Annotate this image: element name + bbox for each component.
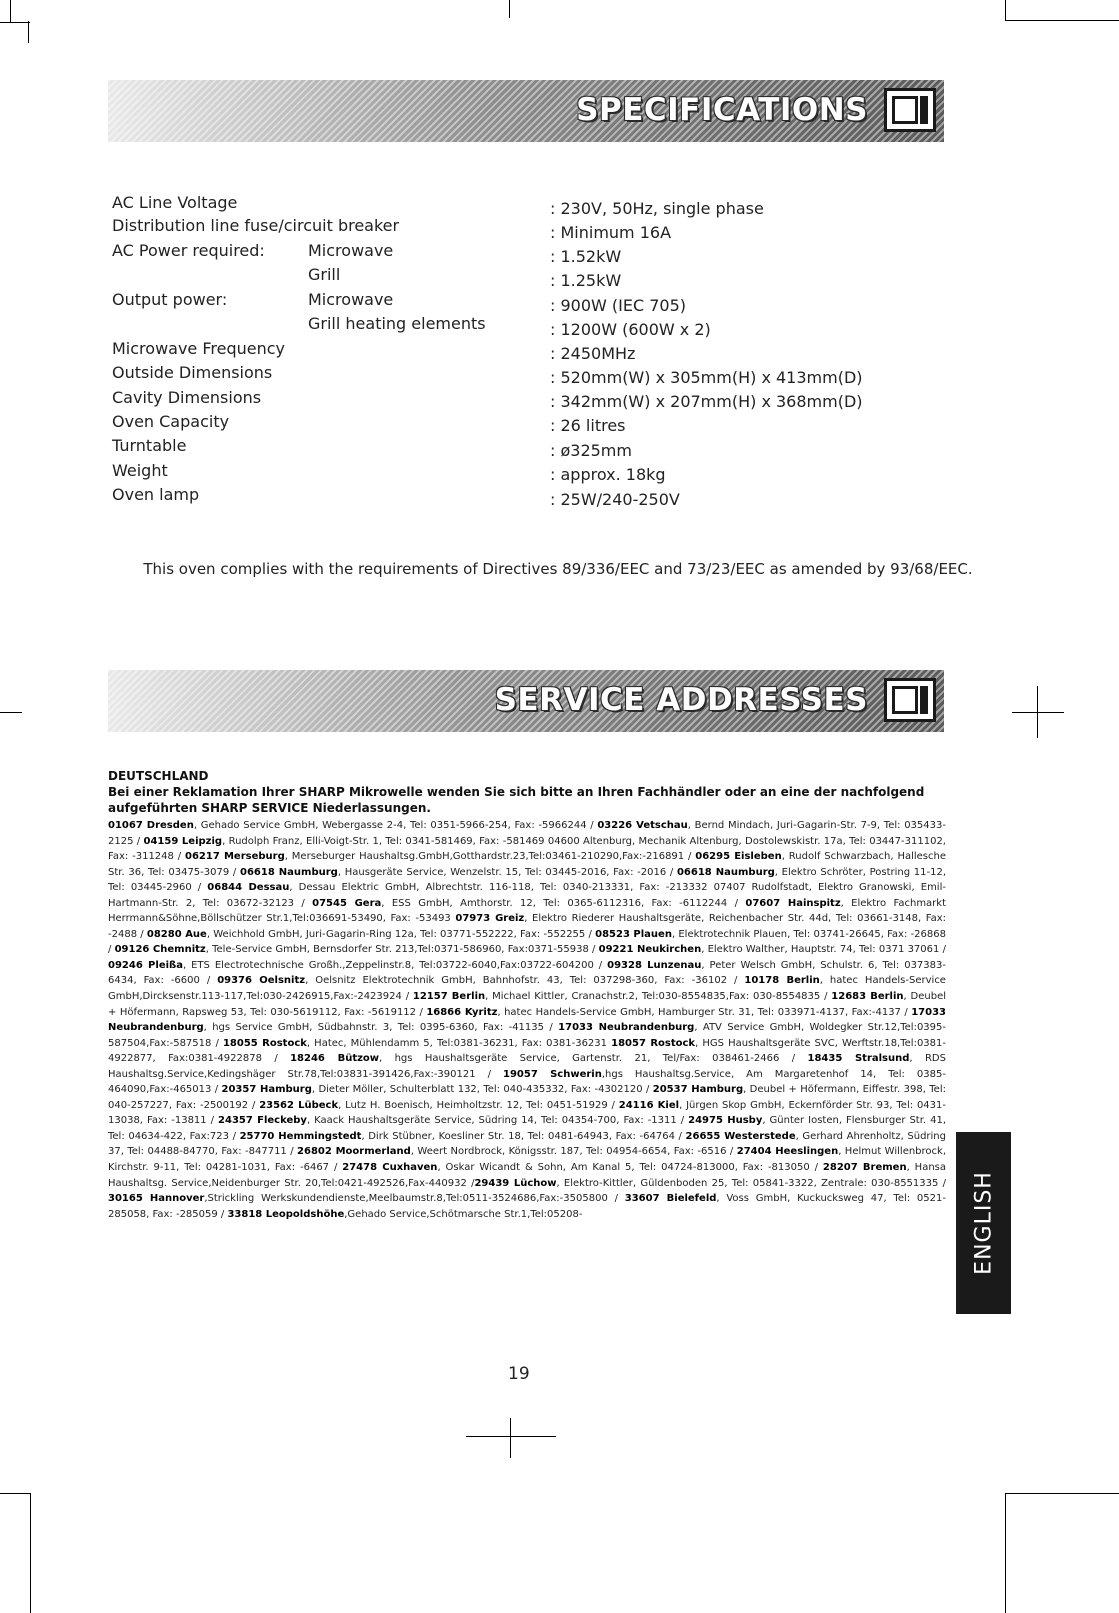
address-details: , Michael Kittler, Cranachstr.2, Tel:030-8554835,Fax: 030-8554835 / [485,991,832,1003]
address-details: , Helmut Willenbrock, Kirchstr. 9-11, Tel: 04281-1031, Fax: -6467 / [108,1146,947,1174]
address-city: 06295 Eisleben [695,851,782,863]
address-city: 17033 Neubrandenburg [558,1022,695,1034]
address-city: 33818 Leopoldshöhe [227,1208,345,1220]
address-city: 06844 Dessau [207,882,290,894]
address-city: 23562 Lübeck [259,1099,339,1111]
address-details: , Günter Iosten, Flensburger Str. 41, Tel: 04634-422, Fax:723 / [108,1115,946,1142]
service-intro: Bei einer Reklamation Ihrer SHARP Mikrowelle wenden Sie sich bitte an Ihren Fachhändler oder an eine der nachfolgend aufgeführten SHARP SERVICE Niederlassungen. [108,785,925,815]
specifications-title: SPECIFICATIONS [576,92,868,128]
address-city: 24975 Husby [688,1115,763,1127]
address-details: , Jürgen Skop GmbH, Eckernförder Str. 93, Tel: 0431-13038, Fax: -13811 / [108,1099,947,1127]
spec-label: AC Power required: [112,241,265,260]
address-city: 26655 Westerstede [685,1130,796,1142]
address-details: , Hausgeräte Service, Wenzelstr. 15, Tel: 03445-2016, Fax: -2016 / [337,866,677,878]
address-city: 28207 Bremen [822,1162,907,1174]
address-details: , Deubel + Höfermann, Eiffestr. 398, Tel: 040-257227, Fax: -2500192 / [108,1084,946,1111]
address-city: 27478 Cuxhaven [342,1162,438,1174]
address-city: 06618 Naumburg [240,866,338,878]
address-details: , Oelsnitz Elektrotechnik GmbH, Bahnhofstr. 43, Tel: 037298-360, Fax: -36102 / [305,975,745,987]
spec-value: : 900W (IEC 705) [550,296,687,315]
address-details: , Peter Welsch GmbH, Schulstr. 6, Tel: 037383-6434, Fax: -6600 / [108,959,946,987]
address-city: 08523 Plauen [595,928,672,940]
country-heading: DEUTSCHLAND [108,769,209,783]
address-details: , Merseburger Haushaltsg.GmbH,Gotthardstr.23,Tel:03461-210290,Fax:-216891 / [284,851,696,863]
address-details: , Elektro Fachmarkt Herrmann&Söhne,Böllschützer Str.1,Tel:036691-53490, Fax: -53493 [108,897,947,925]
spec-value: : 2450MHz [550,344,636,363]
address-city: 07607 Hainspitz [745,897,841,909]
spec-value: : approx. 18kg [550,465,666,484]
address-city: 30165 Hannover [108,1193,205,1205]
address-details: , Elektro Riederer Haushaltsgeräte, Reichenbacher Str. 44d, Tel: 03661-3148, Fax: -2488 / [108,913,946,940]
address-city: 18435 Stralsund [807,1053,910,1065]
crop-mark [28,21,29,43]
crop-mark [509,0,510,18]
spec-value: : 25W/240-250V [550,490,680,509]
address-city: 20357 Hamburg [221,1084,312,1096]
address-city: 18057 Rostock [611,1037,696,1049]
address-city: 26802 Moormerland [297,1146,411,1158]
address-city: 25770 Hemmingstedt [239,1130,362,1142]
address-details: , ETS Electrotechnische Großh.,Zeppelinstr.8, Tel:03722-6040,Fax:03722-604200 / [182,959,608,971]
service-addresses-banner [108,670,944,732]
address-details: , Rudolph Franz, Elli-Voigt-Str. 1, Tel: 0341-581469, Fax: -581469 04600 Altenburg, Mechanik Altenburg, Dostolewskistr. 17a, Tel: 03447-311102, Fax: -311248 / [108,835,946,863]
crop-mark [1037,686,1038,738]
address-details: , Dessau Elektric GmbH, Albrechtstr. 116-118, Tel: 0340-213331, Fax: -213332 07407 Rudolfstadt, Elektro Granowski, Emil-Hartmann-Str. 2, Tel: 03672-32123 / [108,882,946,909]
spec-label: Cavity Dimensions [112,388,262,407]
address-city: 12683 Berlin [831,991,904,1003]
address-city: 18055 Rostock [222,1037,307,1049]
address-details: , Elektro Walther, Hauptstr. 74, Tel: 0371 37061 / [701,944,946,956]
spec-label: Turntable [112,436,187,455]
address-details: , Elektro Schröter, Postring 11-12, Tel: 03445-2960 / [108,866,947,894]
spec-value: : ø325mm [550,441,632,460]
spec-sublabel: Microwave [308,290,394,309]
address-details: , RDS Haushaltsg.Service,Kedingshäger Str.78,Tel:03831-391426,Fax:-390121 / [108,1053,946,1080]
address-city: 20537 Hamburg [652,1084,744,1096]
address-city: 07545 Gera [312,897,382,909]
spec-label: Oven lamp [112,485,200,504]
address-details: , Dieter Möller, Schulterblatt 132, Tel: 040-435332, Fax: -4302120 / [311,1084,653,1096]
crop-mark [0,0,11,22]
service-addresses-title: SERVICE ADDRESSES [494,682,868,718]
crop-mark [0,712,22,713]
address-city: 33607 Bielefeld [624,1193,717,1205]
spec-label: Oven Capacity [112,412,230,431]
address-details: , HGS Haushaltsgeräte SVC, Werftstr.18,Tel:0381-4922877, Fax:0381-4922878 / [108,1037,946,1065]
spec-value: : 520mm(W) x 305mm(H) x 413mm(D) [550,368,863,387]
address-city: 09376 Oelsnitz [217,975,306,987]
address-city: 24357 Fleckeby [218,1115,307,1127]
address-details: , Hatec, Mühlendamm 5, Tel:0381-36231, Fax: 0381-36231 [306,1037,612,1049]
language-tab [956,1132,1011,1314]
address-details: , hgs Haushaltsgeräte Service, Gartenstr. 21, Tel/Fax: 038461-2466 / [379,1053,808,1065]
address-city: 17033 Neubrandenburg [108,1006,946,1034]
crop-mark [1005,1493,1006,1613]
address-city: 18246 Bützow [290,1053,380,1065]
address-city: 12157 Berlin [412,991,486,1003]
address-city: 08280 Aue [146,928,207,940]
spec-label: AC Line Voltage [112,193,238,212]
spec-label: Output power: [112,290,228,309]
specifications-banner [108,80,944,142]
address-city: 09328 Lunzenau [607,959,702,971]
address-city: 06618 Naumburg [676,866,775,878]
address-details: , Hansa Haushaltsg. Service,Neidenburger Str. 20,Tel:0421-492526,Fax-440932 / [108,1162,947,1189]
spec-sublabel: Grill heating elements [308,314,486,333]
address-details: , Lutz H. Boenisch, Heimholtzstr. 12, Tel: 0451-51929 / [338,1099,619,1111]
address-city: 09246 Pleißa [108,959,183,971]
spec-value: : 1.25kW [550,271,622,290]
address-details: ,hgs Haushaltsg.Service, Am Margaretenhof 14, Tel: 0385-464090,Fax:-465013 / [108,1068,946,1096]
spec-sublabel: Grill [308,265,341,284]
spec-label: Microwave Frequency [112,339,286,358]
address-details: , Dirk Stübner, Koesliner Str. 18, Tel: 0481-64943, Fax: -64764 / [361,1130,686,1142]
crop-mark [1005,1493,1119,1494]
spec-value: : 1.52kW [550,247,622,266]
crop-mark [30,1493,31,1613]
address-details: , ATV Service GmbH, Woldegker Str.12,Tel:0395-587504,Fax:-587518 / [108,1022,946,1049]
address-city: 01067 Dresden [108,820,194,831]
address-city: 07973 Greiz [455,913,525,925]
spec-value: : 26 litres [550,416,626,435]
address-city: 10178 Berlin [744,975,820,987]
address-details: , hgs Service GmbH, Südbahnstr. 3, Tel: 0395-6360, Fax: -41135 / [203,1022,559,1034]
language-tab-label: ENGLISH [971,1171,996,1275]
address-city: 09126 Chemnitz [114,944,206,956]
address-details: , hatec Handels-Service GmbH, Hamburger Str. 31, Tel: 033971-4137, Fax:-4137 / [497,1006,912,1018]
crop-mark [0,1493,30,1494]
address-city: 09221 Neukirchen [598,944,702,956]
address-city: 24116 Kiel [618,1099,680,1111]
address-details: , Gerhard Ahrenholtz, Südring 37, Tel: 04488-84770, Fax: -847711 / [108,1130,946,1158]
address-city: 04159 Leipzig [143,835,223,847]
spec-sublabel: Microwave [308,241,394,260]
address-details: , Elektro-Kittler, Güldenboden 25, Tel: 05841-3322, Zentrale: 030-8551335 / [556,1177,947,1189]
spec-label: Distribution line fuse/circuit breaker [112,216,400,235]
address-details: , Elektrotechnik Plauen, Tel: 03741-26645, Fax: -26868 / [108,928,946,956]
crop-mark [0,22,30,23]
address-details: , Voss GmbH, Kuckucksweg 47, Tel: 0521-285058, Fax: -285059 / [108,1193,946,1220]
crop-mark [510,1418,511,1458]
address-details: ,Strickling Werkskundendienste,Meelbaumstr.8,Tel:0511-3524686,Fax:-3505800 / [204,1193,625,1205]
address-city: 06217 Merseburg [185,851,285,863]
microwave-icon [884,88,936,132]
crop-mark [1005,0,1006,20]
directive-note: This oven complies with the requirements of Directives 89/336/EEC and 73/23/EEC as amended by 93/68/EEC. [143,560,973,578]
address-city: 27404 Heeslingen [736,1146,839,1158]
spec-value: : Minimum 16A [550,223,672,242]
address-city: 19057 Schwerin [502,1068,602,1080]
crop-mark [1005,20,1119,21]
address-details: , Rudolf Schwarzbach, Hallesche Str. 36, Tel: 03475-3079 / [108,851,946,878]
spec-value: : 1200W (600W x 2) [550,320,711,339]
spec-value: : 342mm(W) x 207mm(H) x 368mm(D) [550,392,863,411]
address-details: , Weichhold GmbH, Juri-Gagarin-Ring 12a, Tel: 03771-552222, Fax: -552255 / [206,928,596,940]
spec-label: Weight [112,461,168,480]
address-details: , Tele-Service GmbH, Bernsdorfer Str. 213,Tel:0371-586960, Fax:0371-55938 / [205,944,599,956]
spec-label: Outside Dimensions [112,363,273,382]
address-details: ,Gehado Service,Schötmarsche Str.1,Tel:05208- [344,1208,583,1220]
address-details: , Gehado Service GmbH, Webergasse 2-4, Tel: 0351-5966-254, Fax: -5966244 / [193,820,598,831]
address-details: , Oskar Wicandt & Sohn, Am Kanal 5, Tel: 04724-813000, Fax: -813050 / [437,1162,823,1174]
address-city: 16866 Kyritz [426,1006,498,1018]
address-details: , Kaack Haushaltsgeräte Service, Südring 14, Tel: 04354-700, Fax: -1311 / [306,1115,689,1127]
page-number: 19 [508,1364,530,1384]
crop-mark [1012,712,1064,713]
address-list [108,818,946,1222]
address-details: , ESS GmbH, Amthorstr. 12, Tel: 0365-6112316, Fax: -6112244 / [381,897,746,909]
address-city: 03226 Vetschau [597,820,688,831]
address-city: 29439 Lüchow [474,1177,557,1189]
address-details: , Bernd Mindach, Juri-Gagarin-Str. 7-9, Tel: 035433-2125 / [108,820,946,847]
address-details: , hatec Handels-Service GmbH,Dircksenstr.113-117,Tel:030-2426915,Fax:-2423924 / [108,975,946,1003]
address-details: , Deubel + Höfermann, Rapsweg 53, Tel: 030-5619112, Fax: -5619112 / [108,991,946,1018]
spec-value: : 230V, 50Hz, single phase [550,199,764,218]
microwave-icon [884,678,936,722]
address-details: , Weert Nordbrock, Königsstr. 187, Tel: 04954-6654, Fax: -6516 / [410,1146,737,1158]
crop-mark [466,1436,556,1437]
